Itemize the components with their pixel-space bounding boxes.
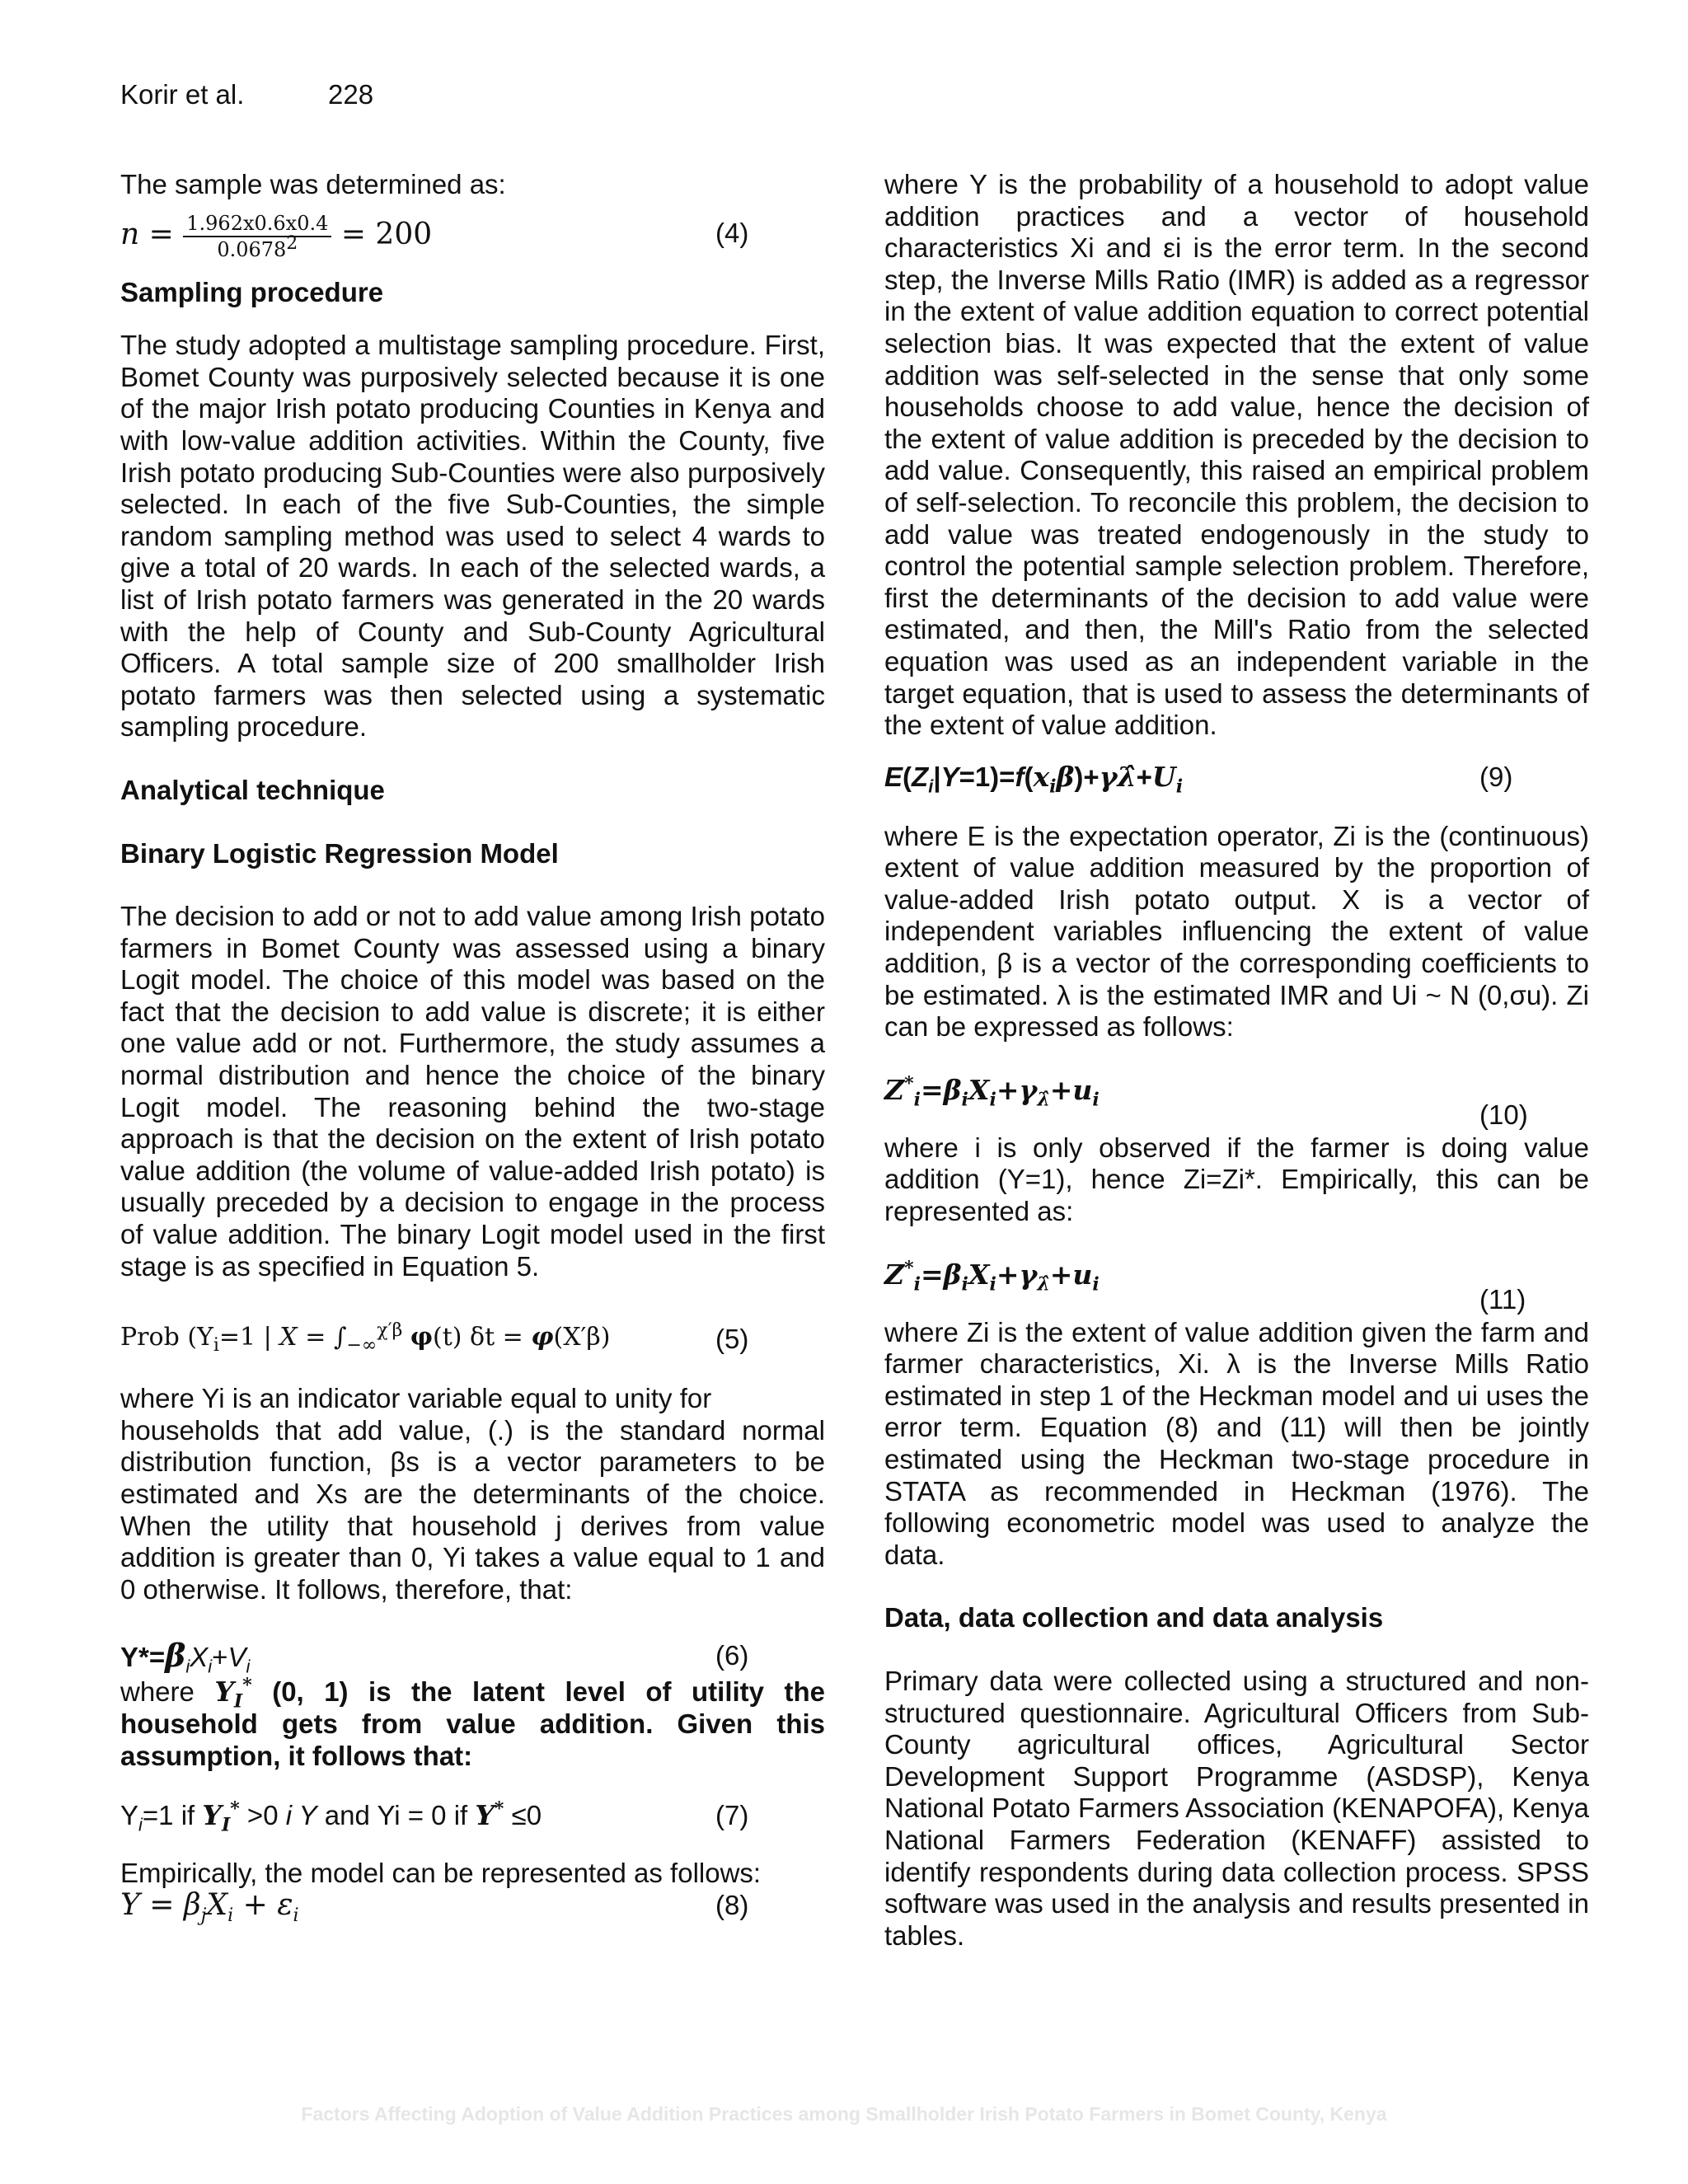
equation-11 <box>884 1259 1589 1317</box>
equation-9 <box>884 762 1589 798</box>
paragraph-binary-logit: The decision to add or not to add value among Irish potato farmers in Bomet County was assessed using a binary Logit model. The choice of this model was based on the fact that the decision to add value is discrete; it is either one value add or not. Furthermore, the study assumes a normal distribution and hence the choice of the binary Logit model. The reasoning behind the two-stage approach is that the decision on the extent of Irish potato value addition (the volume of value-added Irish potato) is usually preceded by a decision to engage in the process of value addition. The binary Logit model used in the first stage is as specified in Equation 5. <box>120 901 825 1282</box>
right-column <box>884 169 1589 1952</box>
paragraph-where-11: where Zi is the extent of value addition given the farm and farmer characteristics, Xi. λ is the Inverse Mills Ratio estimated in step 1 of the Heckman model and ui uses the error term. Equation (8) and (11) will then be jointly estimated using the Heckman two-stage procedure in STATA as recommended in Heckman (1976). The following econometric model was used to analyze the data. <box>884 1316 1589 1570</box>
equation-5 <box>120 1319 825 1365</box>
equation-5-label: (5) <box>715 1324 749 1355</box>
equation-5-formula: Prob ($Y_i=1$ | $X = \int_{-\infty}^{\chi'\beta}$ φ(t) δt = φ(X′β) <box>120 1320 611 1357</box>
running-header <box>120 79 374 110</box>
equation-9-formula: $E(Z_i|Y=1)=f(x_i\beta)+\gamma\lambdâ+U_i$ <box>884 760 1184 798</box>
equation-11-formula: $Z^*_i=\beta_iX_i+\gamma_{\lambdâ}+u_i$ <box>884 1257 1100 1296</box>
header-page-number: 228 <box>328 79 374 110</box>
equation-4-result: = 200 <box>340 217 433 251</box>
left-column <box>120 169 825 1926</box>
paragraph-where-9: where E is the expectation operator, Zi is the (continuous) extent of value addition measured by the proportion of value-added Irish potato output. X is a vector of independent variables influencing the extent of value addition, β is a vector of the corresponding coefficients to be estimated. λ is the estimated IMR and Ui ~ N (0,σu). Zi can be expressed as follows: <box>884 820 1589 1043</box>
equation-7 <box>120 1800 825 1836</box>
equation-8-label: (8) <box>715 1889 749 1920</box>
paragraph-data: Primary data were collected using a structured and non-structured questionnaire. Agricultural Officers from Sub-County agricultural offices, Agricultural Sector Development Support Programme (ASDSP), Kenya National Potato Farmers Association (KENAPOFA), Kenya National Farmers Federation (KENAFF) assisted to identify respondents during data collection process. SPSS software was used in the analysis and results presented in tables. <box>884 1665 1589 1951</box>
equation-4-label: (4) <box>715 217 749 248</box>
equation-7-label: (7) <box>715 1800 749 1831</box>
paragraph-where-10: where i is only observed if the farmer is doing value addition (Y=1), hence Zi=Zi*. Empirically, this can be represented as: <box>884 1132 1589 1227</box>
paragraph-where-8: where Y is the probability of a household to adopt value addition practices and a vector of household characteristics Xi and εi is the error term. In the second step, the Inverse Mills Ratio (IMR) is added as a regressor in the extent of value addition equation to correct potential selection bias. It was expected that the extent of value addition was self-selected in the sense that only some households choose to add value, hence the decision of the extent of value addition is preceded by the decision to add value. Consequently, this raised an empirical problem of self-selection. To reconcile this problem, the decision to add value was treated endogenously in the study to control the potential sample selection problem. Therefore, first the determinants of the decision to add value were estimated, and then, the Mill's Ratio from the selected equation was used as an independent variable in the target equation, that is used to assess the determinants of the extent of value addition. <box>884 169 1589 741</box>
header-authors: Korir et al. <box>120 79 245 110</box>
equation-8-formula: $Y = \beta_jX_i + \varepsilon_i$ <box>120 1887 299 1926</box>
equation-6-formula: $Y*=\beta_iX_i+V_i$ <box>120 1637 251 1677</box>
equation-4 <box>120 206 825 270</box>
sample-intro: The sample was determined as: <box>120 169 506 199</box>
heading-analytical: Analytical technique <box>120 774 385 805</box>
equation-10-formula: $Z^*_i=\beta_iX_i+\gamma_{\lambdâ}+u_i$ <box>884 1072 1100 1111</box>
paragraph-sampling: The study adopted a multistage sampling procedure. First, Bomet County was purposively selected because it is one of the major Irish potato producing Counties in Kenya and with low-value addition activities. Within the County, five Irish potato producing Sub-Counties were also purposively selected. In each of the five Sub-Counties, the simple random sampling method was used to select 4 wards to give a total of 20 wards. In each of the selected wards, a list of Irish potato farmers was generated in the 20 wards with the help of County and Sub-County Agricultural Officers. A total sample size of 200 smallholder Irish potato farmers was then selected using a systematic sampling procedure. <box>120 330 825 743</box>
equation-4-numerator: 1.962x0.6x0.4 <box>183 211 331 237</box>
paragraph-where-5-first-line: where Yi is an indicator variable equal to unity for <box>120 1383 712 1414</box>
equation-6-label: (6) <box>715 1640 749 1671</box>
equation-6 <box>120 1637 825 1677</box>
paragraph-where-6-text: (0, 1) is the latent level of utility the household gets from value addition. Given this assumption, it follows that: <box>120 1676 825 1771</box>
page-footer: Factors Affecting Adoption of Value Addition Practices among Smallholder Irish Potato Farmers in Bomet County, Kenya <box>301 2103 1387 2125</box>
heading-sampling: Sampling procedure <box>120 276 384 307</box>
paragraph-empirical: Empirically, the model can be represented as follows: <box>120 1858 762 1889</box>
equation-10 <box>884 1072 1589 1132</box>
heading-data: Data, data collection and data analysis <box>884 1602 1384 1633</box>
equation-9-label: (9) <box>1479 761 1513 792</box>
heading-binary-logistic: Binary Logistic Regression Model <box>120 837 559 869</box>
equation-11-label: (11) <box>1479 1283 1526 1315</box>
equation-4-denominator: 0.0678 <box>217 237 287 261</box>
paragraph-where-5: households that add value, (.) is the standard normal distribution function, βs is a vector parameters to be estimated and Xs are the determinants of the choice. When the utility that household j derives from value addition is greater than 0, Yi takes a value equal to 1 and 0 otherwise. It follows, therefore, that: <box>120 1414 825 1605</box>
paragraph-where-6: where $Y_I^*$ (0, 1) is the latent level of utility the household gets from value addition. Given this assumption, it follows that: <box>120 1675 825 1771</box>
equation-7-formula: $Y_i=1$ if $Y_I^* >0$ i Y and Yi = 0 if Y* ≤0 <box>120 1798 542 1836</box>
equation-10-label: (10) <box>1479 1099 1528 1130</box>
equation-4-formula: n = $\frac{1.962x0.6x0.4}{0.0678^2}$ = 200 <box>120 211 433 261</box>
equation-8 <box>120 1887 825 1926</box>
